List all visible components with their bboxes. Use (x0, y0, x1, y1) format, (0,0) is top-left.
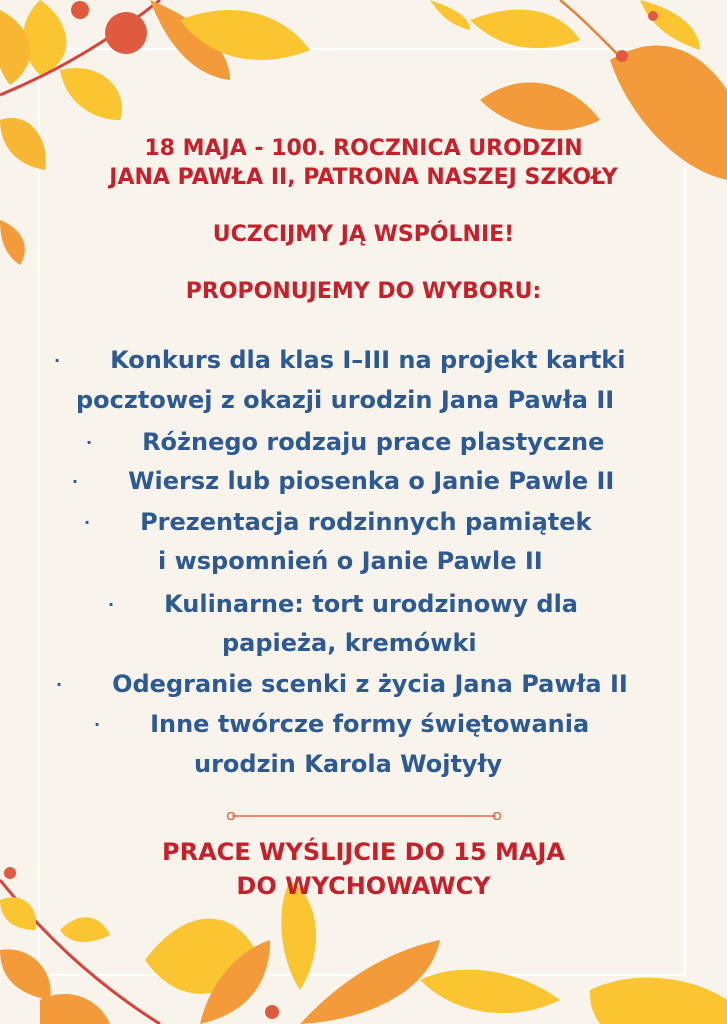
bullet-icon: · (86, 433, 93, 452)
bullet-icon: · (108, 595, 115, 614)
list-item: · Prezentacja rodzinnych pamiątek (84, 504, 591, 541)
bullet-icon: · (56, 675, 63, 694)
list-item: · Wiersz lub piosenka o Janie Pawle II (72, 463, 614, 500)
list-item: · Różnego rodzaju prace plastyczne (86, 424, 604, 461)
deadline-line-1: PRACE WYŚLIJCIE DO 15 MAJA (162, 838, 565, 866)
options-heading: PROPONUJEMY DO WYBORU: (185, 279, 542, 304)
bullet-icon: · (84, 513, 91, 532)
bullet-icon: · (94, 715, 101, 734)
list-item: · Odegranie scenki z życia Jana Pawła II (56, 666, 628, 703)
list-item-continuation: i wspomnień o Janie Pawle II (158, 547, 543, 575)
list-item: · Konkurs dla klas I–III na projekt kartki (54, 342, 626, 379)
title-line-2: JANA PAWŁA II, PATRONA NASZEJ SZKOŁY (109, 165, 618, 190)
list-item: · Inne twórcze formy świętowania (94, 706, 589, 743)
list-item-continuation: urodzin Karola Wojtyły (194, 750, 503, 778)
deadline-line-2: DO WYCHOWAWCY (236, 872, 491, 900)
call-to-action: UCZCIJMY JĄ WSPÓLNIE! (212, 222, 515, 247)
deadline-note (0, 835, 727, 903)
list-item-continuation: papieża, kremówki (222, 629, 477, 657)
divider-line (226, 812, 502, 820)
title-line-1: 18 MAJA - 100. ROCZNICA URODZIN (144, 136, 583, 161)
list-item-continuation: pocztowej z okazji urodzin Jana Pawła II (76, 386, 615, 414)
bullet-icon: · (72, 472, 79, 491)
bullet-icon: · (54, 351, 61, 370)
list-item: · Kulinarne: tort urodzinowy dla (108, 586, 578, 623)
poster-title (0, 134, 727, 192)
